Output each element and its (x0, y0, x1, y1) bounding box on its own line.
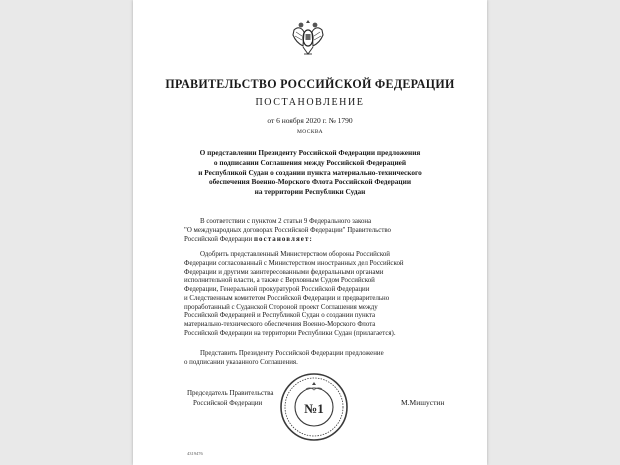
paragraph-line: Федерации согласованный с Министерством иностранных дел Российской (184, 259, 404, 267)
decree-keyword: постановляет: (253, 235, 313, 243)
signatory-title-line: Российской Федерации (193, 399, 263, 407)
heading-line: и Республикой Судан о создании пункта материально-технического (198, 167, 422, 177)
heading-line: о подписании Соглашения между Российской Федерацией (213, 157, 407, 167)
paragraph-text: Российской Федерации (184, 235, 254, 243)
document-heading (173, 148, 447, 197)
heading-line: на территории Республики Судан (254, 187, 366, 197)
heading-line: О представлении Президенту Российской Федерации предложения (199, 148, 421, 157)
government-title: ПРАВИТЕЛЬСТВО РОССИЙСКОЙ ФЕДЕРАЦИИ (165, 76, 455, 92)
heading-line: обеспечения Военно-Морского Флота Российской Федерации (208, 177, 412, 187)
paragraph-line: Одобрить представленный Министерством обороны Российской (200, 251, 390, 258)
document-type: ПОСТАНОВЛЕНИЕ (255, 97, 365, 108)
paragraph-line: и Следственным комитетом Российской Федерации и предварительно (184, 294, 390, 302)
document-date-number: от 6 ноября 2020 г. № 1790 (267, 116, 353, 125)
paragraph-approve (184, 251, 452, 339)
paragraph-line: Представить Президенту Российской Федерации предложение (200, 350, 384, 357)
signatory-name: М.Мишустин (401, 398, 445, 407)
paragraph-line: материально-технического обеспечения Военно-Морского Флота (184, 321, 376, 328)
footer-code: 4319476 (187, 451, 203, 456)
document-city: МОСКВА (297, 129, 323, 135)
paragraph-line: о подписании указанного Соглашения. (184, 358, 298, 366)
seal-number: №1 (304, 401, 324, 416)
paragraph-line (184, 236, 452, 245)
signatory-title-line: Председатель Правительства (187, 389, 274, 397)
signatory-title (187, 388, 273, 408)
paragraph-present (184, 350, 452, 368)
paragraph-preamble (184, 218, 452, 244)
paragraph-line: "О международных договорах Российской Федерации" Правительство (184, 226, 391, 234)
paragraph-line: Российской Федерацией и Республикой Судан о создании пункта (184, 312, 376, 320)
paragraph-line: исполнительной власти, а также с Верховным Судом Российской (184, 277, 375, 285)
russian-coat-of-arms-icon (290, 16, 326, 58)
paragraph-line: Российской Федерации на территории Республики Судан (прилагается). (184, 329, 396, 337)
document-page (133, 0, 487, 465)
paragraph-line: Федерации, Генеральной прокуратурой Российской Федерации (184, 286, 370, 293)
paragraph-line: В соответствии с пунктом 2 статьи 9 Федерального закона (200, 218, 372, 225)
paragraph-line: проработанный с Суданской Стороной проект Соглашения между (184, 303, 378, 311)
paragraph-line: Федерации и другими заинтересованными федеральными органами (184, 268, 384, 276)
official-seal-icon (279, 372, 349, 442)
